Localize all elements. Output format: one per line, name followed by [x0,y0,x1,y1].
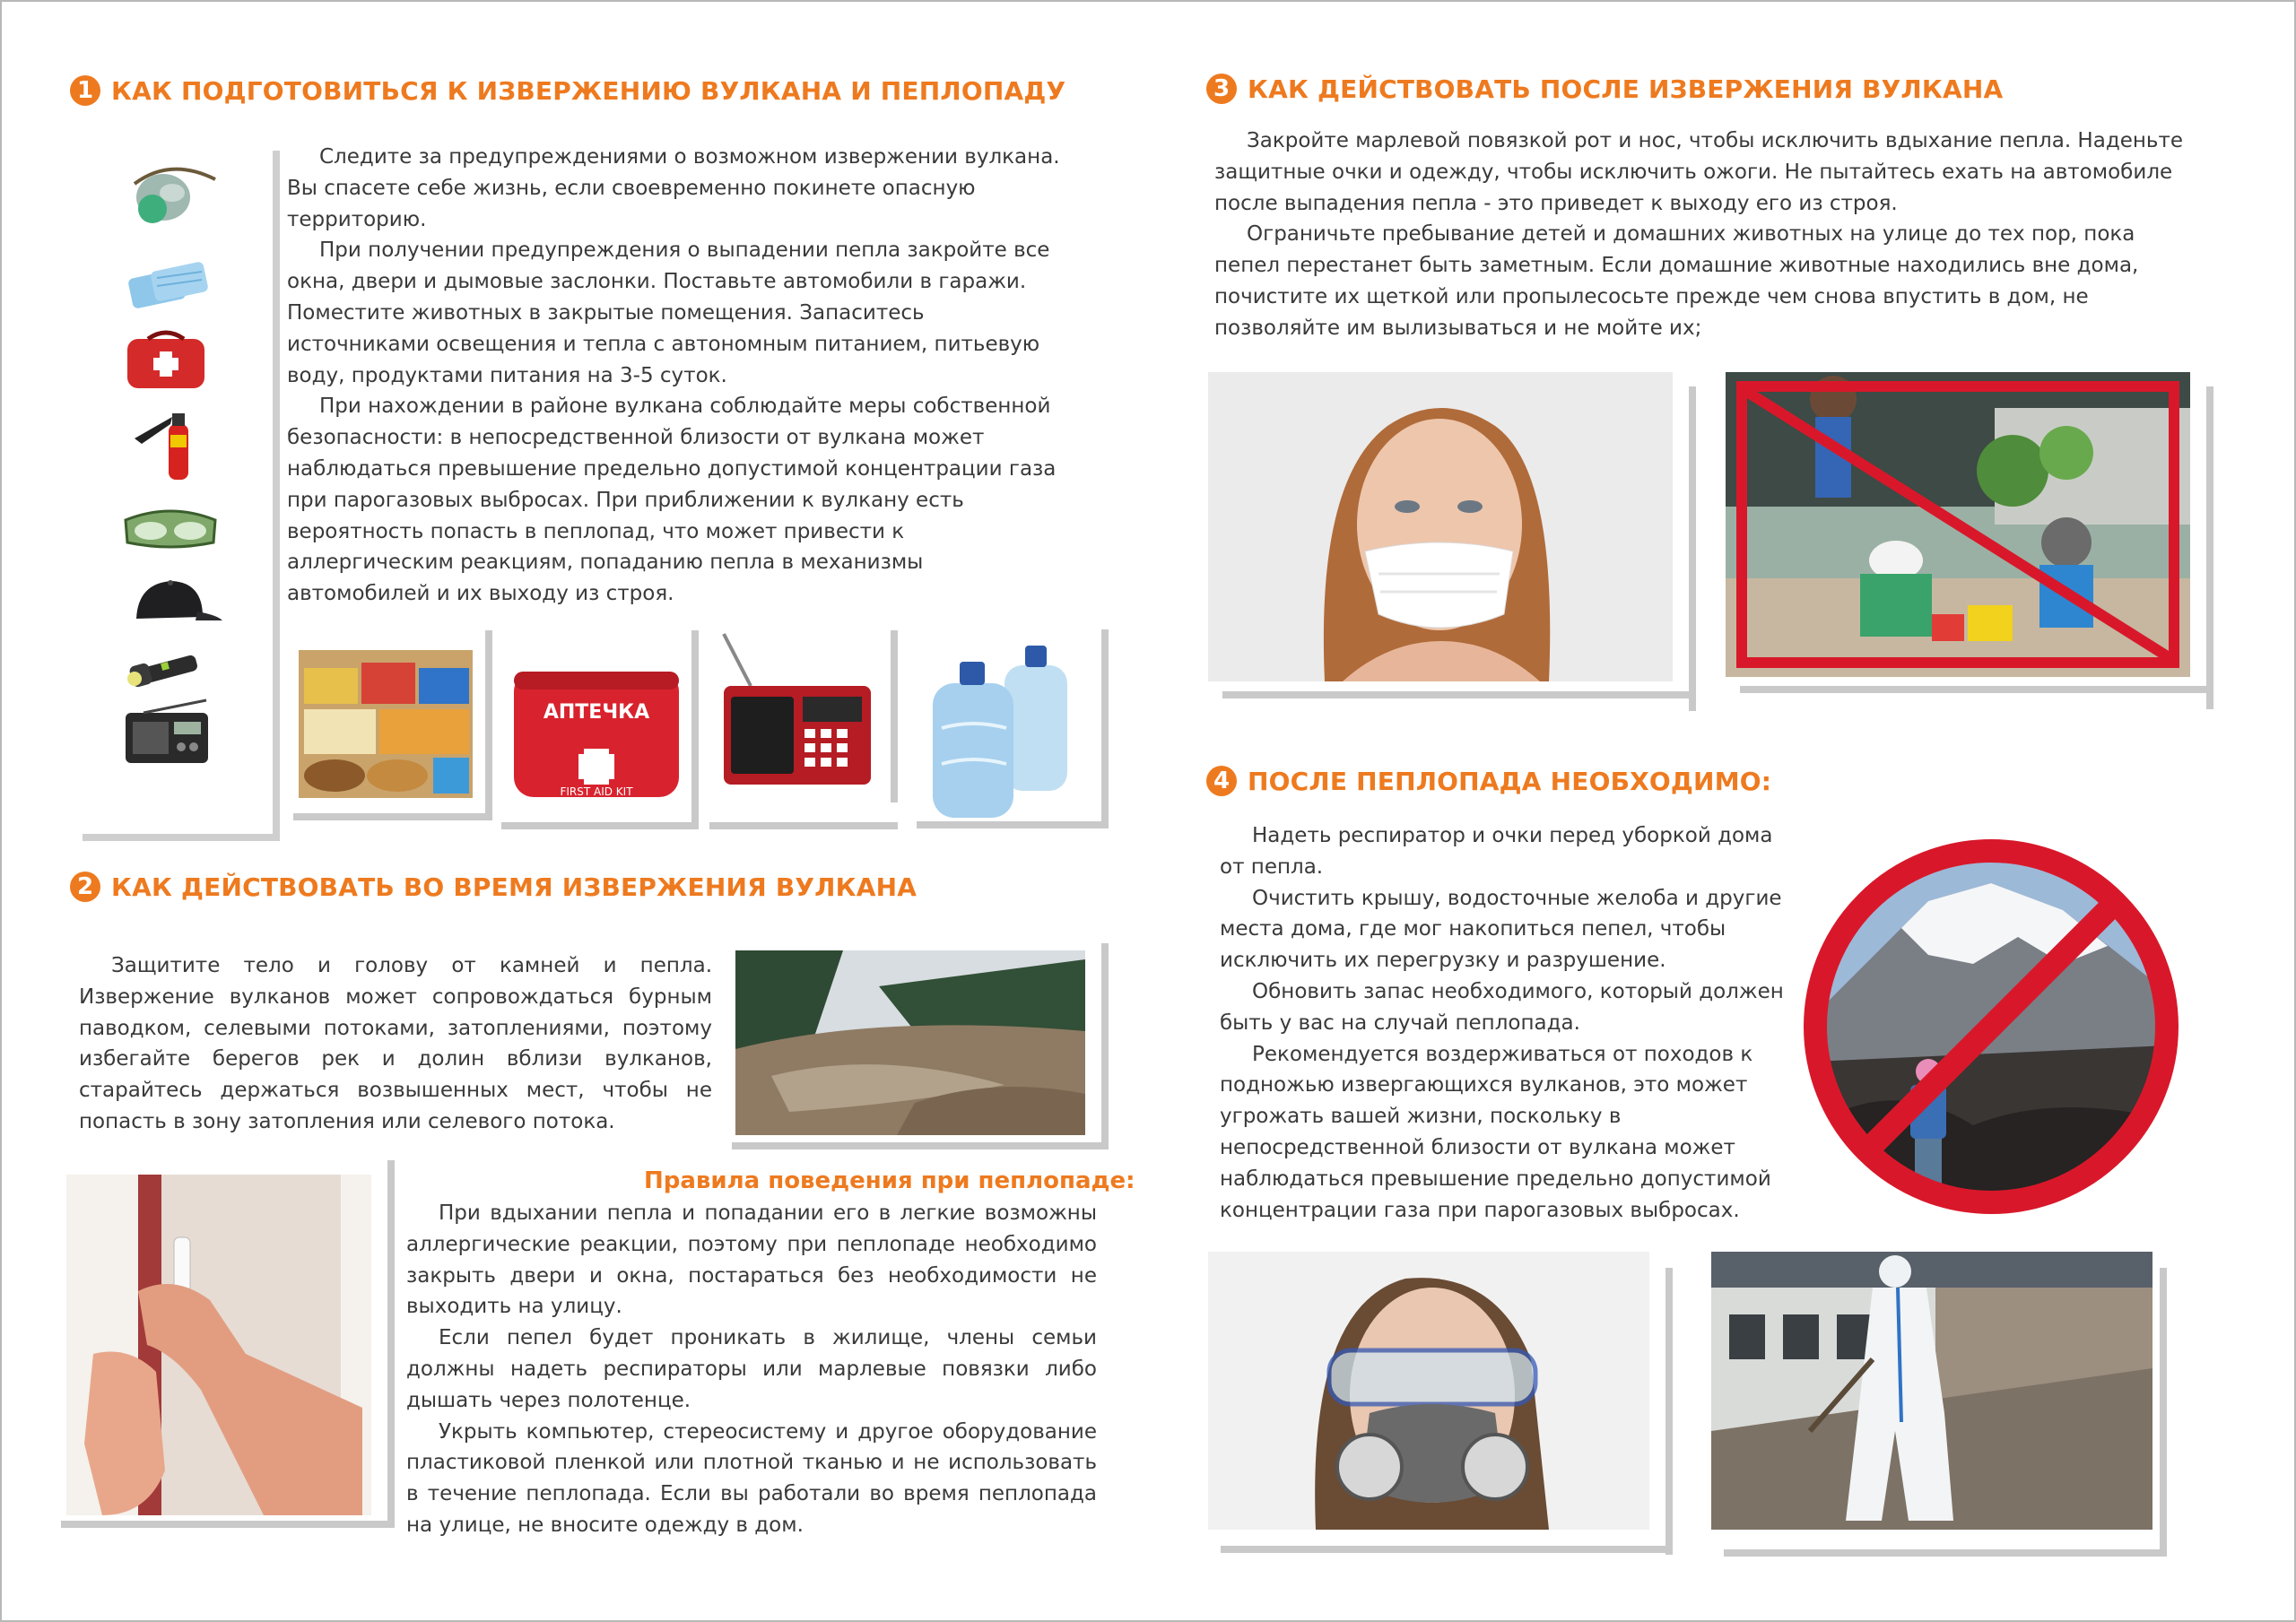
ashfall-rule: При вдыхании пепла и попадании его в легкие возможны аллергические реакции, поэтому при пеплопаде необходимо закрыть двери и окна, постараться без необходимости не выходить на улицу. [406,1201,1097,1319]
volcano-hike-prohibited-sign [1794,829,2188,1224]
respirator-icon [117,157,224,229]
section-4-paragraph: Рекомендуется воздерживаться от походов к подножью извергающихся вулканов, это может угрожать вашей жизни, поскольку в непосредственной близости от вулкана может наблюдаться превышение предельно допустимой концентрации газа при парогазовых выбросах. [1220,1042,1771,1222]
ashfall-rule: Если пепел будет проникать в жилище, члены семьи должны надеть респираторы или марлевые повязки либо дышать через полотенце. [406,1326,1097,1412]
gauze-masks-icon [117,247,224,318]
section-3-text [1214,126,2201,344]
supplies-icon-column [117,157,242,767]
section-1-text [287,142,1072,610]
section-2-paragraph: Защитите тело и голову от камней и пепла. Извержение вулканов может сопровождаться бурным паводком, селевыми потоками, затоплениями, поэтому избегайте берегов рек и долин вблизи вулканов, старайтесь держаться возвышенных мест, чтобы не попасть в зону затопления или селевого потока. [79,954,712,1133]
section-1-title: КАК ПОДГОТОВИТЬСЯ К ИЗВЕРЖЕНИЮ ВУЛКАНА И ПЕПЛОПАДУ [111,75,1066,106]
section-4-text [1220,820,1785,1226]
section-1-number: 1 [70,75,100,106]
section-3-title: КАК ДЕЙСТВОВАТЬ ПОСЛЕ ИЗВЕРЖЕНИЯ ВУЛКАНА [1248,74,2004,104]
section-1-paragraph: Следите за предупреждениями о возможном извержении вулкана. Вы спасете себе жизнь, если своевременно покинете опасную территорию. [287,145,1060,231]
ashfall-rules-text [406,1198,1097,1541]
cap-icon [117,565,224,637]
section-4-paragraph: Обновить запас необходимого, который должен быть у вас на случай пеплопада. [1220,979,1784,1035]
section-4-paragraph: Очистить крышу, водосточные желоба и другие места дома, где мог накопиться пепел, чтобы исключить их перегрузку и разрушение. [1220,886,1782,973]
section-4-paragraph: Надеть респиратор и очки перед уборкой дома от пепла. [1220,824,1773,879]
icon-column-divider [273,151,280,841]
section-1-paragraph: При получении предупреждения о выпадении пепла закройте все окна, двери и дымовые заслонки. Поставьте автомобили в гаражи. Поместите животных в закрытые помещения. Запаситесь источниками освещения и тепла с автономным питанием, питьевую воду, продуктами питания на 3-5 суток. [287,239,1050,387]
section-3-number: 3 [1206,74,1237,104]
ashfall-rule: Укрыть компьютер, стереосистему и другое оборудование пластиковой пленкой или плотной тканью и не использовать в течение пеплопада. Если вы работали во время пеплопада на улице, не вносите одежду в дом. [406,1419,1097,1537]
section-2-number: 2 [70,872,100,902]
first-aid-label: АПТЕЧКА [543,701,650,724]
section-2-title: КАК ДЕЙСТВОВАТЬ ВО ВРЕМЯ ИЗВЕРЖЕНИЯ ВУЛКАНА [111,872,918,902]
section-4-number: 4 [1206,766,1237,796]
radio-icon [117,695,224,767]
flashlight-icon [117,632,224,704]
icon-column-bottom-line [83,834,280,841]
section-2-text [79,950,712,1138]
section-2-heading [70,872,917,902]
section-3-paragraph: Закройте марлевой повязкой рот и нос, чтобы исключить вдыхание пепла. Наденьте защитные очки и одежду, чтобы исключить ожоги. Не пытайтесь ехать на автомобиле после выпадения пепла - это приведет к выходу его из строя. [1214,129,2184,215]
section-4-title: ПОСЛЕ ПЕПЛОПАДА НЕОБХОДИМО: [1248,766,1772,796]
first-aid-sublabel: FIRST AID KIT [560,785,633,798]
section-3-heading [1206,74,2003,104]
section-1-paragraph: При нахождении в районе вулкана соблюдайте меры собственной безопасности: в непосредственной близости от вулкана может наблюдаться превышение предельно допустимой концентрации газа при парогазовых выбросах. При приближении к вулкану есть вероятность попасть в пеплопад, что может привести к аллергическим реакциям, попаданию пепла в механизмы автомобилей и их выходу из строя. [287,395,1057,606]
section-4-heading [1206,766,1771,796]
fire-extinguisher-icon [117,408,224,480]
goggles-icon [117,493,224,565]
first-aid-bag-icon [117,323,224,395]
section-1-heading [70,75,1065,106]
ashfall-rules-title: Правила поведения при пеплопаде: [644,1167,1135,1194]
section-3-paragraph: Ограничьте пребывание детей и домашних животных на улице до тех пор, пока пепел перестанет быть заметным. Если домашние животные находились вне дома, почистите их щеткой или пропылесосьте прежде чем снова впустить в дом, не позволяйте им вылизываться и не мойте их; [1214,222,2139,340]
